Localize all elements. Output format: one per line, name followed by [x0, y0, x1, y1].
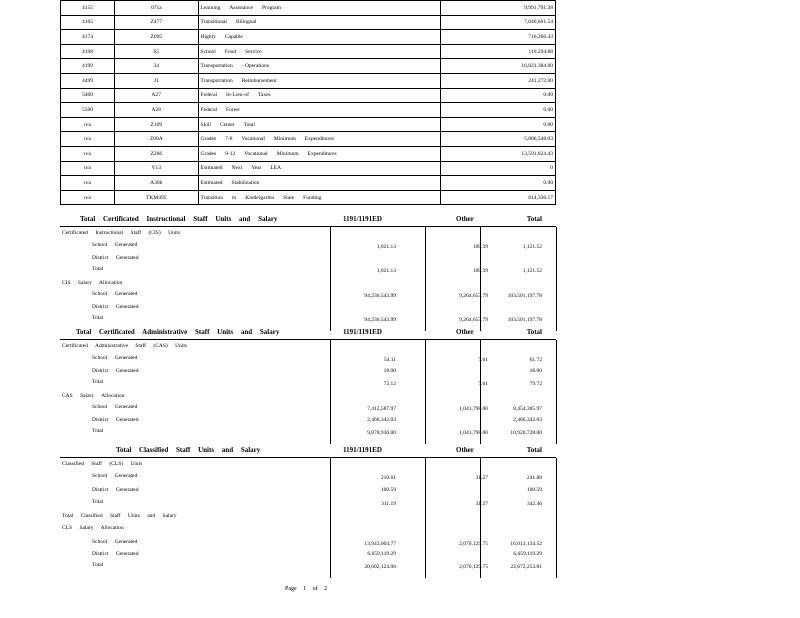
row-label: Total: [92, 562, 104, 568]
row-label: District Generated: [92, 417, 139, 423]
row-label: District Generated: [92, 368, 139, 374]
ref-cell: Z00A: [115, 132, 199, 147]
row-value: 13,943,004.77: [364, 541, 396, 547]
row-value: 2,070,129.75: [459, 541, 488, 547]
section-header: [60, 444, 556, 458]
row-value: 94,236,543.99: [364, 293, 396, 299]
description-word: - Operations: [241, 63, 270, 70]
ref-cell: J1: [115, 73, 199, 88]
amount-cell: 0.00: [440, 88, 555, 103]
description-word: Center: [219, 121, 235, 128]
row-value: 16,013,134.52: [510, 541, 542, 547]
row-value: 31.27: [475, 475, 488, 481]
table-row: [61, 73, 556, 88]
description-word: Expenditures: [307, 150, 337, 157]
description-word: School: [200, 48, 216, 55]
description-word: Transportation: [200, 63, 233, 70]
column-divider: [556, 458, 557, 578]
column-divider: [330, 340, 331, 444]
row-value: 342.46: [526, 501, 542, 507]
row-value: 72.12: [383, 381, 396, 387]
column-header-other: Other: [456, 215, 474, 223]
table-row: [61, 190, 556, 205]
section-body: [60, 458, 556, 578]
row-value: 54.11: [383, 357, 396, 363]
row-value: 8,454,385.97: [513, 406, 542, 412]
description-word: Minimum: [276, 150, 299, 157]
row-value: 100.39: [472, 244, 488, 250]
column-divider: [330, 458, 331, 578]
description-word: Learning: [200, 4, 221, 11]
table-row: [61, 44, 556, 59]
row-label: District Generated: [92, 255, 139, 261]
table-row: [61, 146, 556, 161]
table-row: [61, 132, 556, 147]
row-value: 100.59: [526, 487, 542, 493]
row-value: 1,121.52: [522, 244, 542, 250]
table-row: [61, 30, 556, 45]
row-label: Certificated Administrative Staff (CAS) Units: [62, 343, 188, 349]
description-cell: [198, 88, 440, 103]
description-word: Kindergarten: [245, 194, 275, 201]
description-word: LEA: [270, 165, 282, 172]
description-word: Transition: [200, 194, 223, 201]
description-word: Highly: [200, 33, 216, 40]
description-word: Reimbursement: [241, 77, 277, 84]
code-cell: n/a: [61, 176, 115, 191]
code-cell: n/a: [61, 190, 115, 205]
table-row: [61, 103, 556, 118]
section-body: [60, 340, 556, 444]
amount-cell: 16,821,384.00: [440, 59, 555, 74]
description-word: Vocational: [241, 136, 265, 143]
row-value: 7.61: [478, 381, 488, 387]
row-value: 103,501,197.78: [507, 317, 542, 323]
description-word: Estimated: [200, 179, 223, 186]
description-word: 7-8: [225, 136, 233, 143]
row-label: School Generated: [92, 473, 138, 479]
row-value: 9,878,930.00: [367, 430, 396, 436]
table-row: [61, 1, 556, 16]
description-word: Forest: [226, 106, 240, 113]
description-word: 9-12: [225, 150, 236, 157]
row-label: School Generated: [92, 291, 138, 297]
column-header-other: Other: [456, 328, 474, 336]
row-label: District Generated: [92, 551, 139, 557]
description-cell: [198, 103, 440, 118]
row-value: 6,659,119.29: [513, 551, 542, 557]
row-label: CLS Salary Allocation: [62, 525, 124, 531]
column-divider: [480, 340, 481, 444]
column-divider: [556, 340, 557, 444]
row-value: 1,041,798.00: [459, 406, 488, 412]
description-cell: [198, 176, 440, 191]
description-word: Grades: [200, 150, 217, 157]
ref-cell: Z095: [115, 30, 199, 45]
description-word: State: [283, 194, 295, 201]
table-row: [61, 176, 556, 191]
description-cell: [198, 44, 440, 59]
row-label: Total: [92, 266, 104, 272]
description-word: Program: [261, 4, 281, 11]
code-cell: 4155: [61, 1, 115, 16]
row-value: 103,501,197.78: [507, 293, 542, 299]
row-label: School Generated: [92, 355, 138, 361]
row-label: School Generated: [92, 404, 138, 410]
row-label: CIS Salary Allocation: [62, 280, 123, 286]
page-footer: Page 1 of 2: [285, 586, 328, 592]
description-word: Capable: [224, 33, 243, 40]
row-value: 9,264,653.79: [459, 317, 488, 323]
description-word: Estimated: [200, 165, 223, 172]
amount-cell: 9,991,791.38: [440, 1, 555, 16]
amount-cell: 0: [440, 161, 555, 176]
column-header-1191: 1191/1191ED: [343, 215, 382, 223]
description-cell: [198, 190, 440, 205]
section-body: [60, 227, 556, 331]
description-word: Next: [231, 165, 243, 172]
description-cell: [198, 146, 440, 161]
row-label: District Generated: [92, 487, 139, 493]
code-cell: n/a: [61, 161, 115, 176]
amount-cell: 7,640,601.54: [440, 15, 555, 30]
description-word: Grades: [200, 136, 217, 143]
ref-cell: V13: [115, 161, 199, 176]
row-label: District Generated: [92, 304, 139, 310]
column-header-total: Total: [526, 328, 542, 336]
table-row: [61, 161, 556, 176]
description-cell: [198, 1, 440, 16]
column-divider: [480, 227, 481, 331]
amount-cell: 814,336.17: [440, 190, 555, 205]
code-cell: 5500: [61, 103, 115, 118]
ref-cell: Z266: [115, 146, 199, 161]
row-value: 1,021.13: [376, 244, 396, 250]
description-word: Expenditures: [304, 136, 334, 143]
description-word: Year: [251, 165, 262, 172]
description-cell: [198, 73, 440, 88]
description-word: Total: [243, 121, 255, 128]
amount-cell: 13,591,824.43: [440, 146, 555, 161]
amount-cell: 5,806,548.03: [440, 132, 555, 147]
description-word: Taxes: [257, 92, 271, 99]
row-value: 18.00: [383, 368, 396, 374]
description-cell: [198, 132, 440, 147]
description-word: Vocational: [244, 150, 268, 157]
description-word: Transportation: [200, 77, 233, 84]
row-label: Certificated Instructional Staff (CIS) Units: [62, 230, 180, 236]
amount-cell: 716,266.43: [440, 30, 555, 45]
ref-cell: Z109: [115, 117, 199, 132]
description-word: Transitional: [200, 19, 227, 26]
description-word: to: [231, 194, 237, 201]
ref-cell: A27: [115, 88, 199, 103]
table-row: [61, 88, 556, 103]
row-value: 7.61: [478, 357, 488, 363]
row-label: School Generated: [92, 242, 138, 248]
row-value: 9,264,653.79: [459, 293, 488, 299]
ref-cell: A28: [115, 103, 199, 118]
ref-cell: 34: [115, 59, 199, 74]
row-value: 10,920,728.00: [510, 430, 542, 436]
row-value: 20,602,124.06: [364, 564, 396, 570]
code-cell: n/a: [61, 146, 115, 161]
row-value: 2,466,342.03: [513, 417, 542, 423]
column-divider: [425, 458, 426, 578]
section-title: Total Classified Staff Units and Salary: [116, 446, 261, 454]
revenue-table: [60, 0, 556, 205]
description-word: Minimum: [273, 136, 296, 143]
code-cell: n/a: [61, 117, 115, 132]
column-header-other: Other: [456, 446, 474, 454]
column-divider: [556, 227, 557, 331]
row-value: 210.61: [380, 475, 396, 481]
row-label: Total: [92, 315, 104, 321]
description-word: Bilingual: [235, 19, 257, 26]
ref-cell: A30h: [115, 176, 199, 191]
section-header: [60, 213, 556, 227]
code-cell: 4199: [61, 59, 115, 74]
row-value: 311.19: [381, 501, 396, 507]
table-row: [61, 15, 556, 30]
description-cell: [198, 15, 440, 30]
ref-cell: Z477: [115, 15, 199, 30]
description-word: In-Lieu-of: [226, 92, 249, 99]
row-value: 18.00: [529, 368, 542, 374]
column-header-total: Total: [526, 446, 542, 454]
column-divider: [330, 227, 331, 331]
row-label: Total: [92, 379, 104, 385]
row-value: 1,021.13: [376, 268, 396, 274]
code-cell: 4198: [61, 44, 115, 59]
description-word: Service: [245, 48, 262, 55]
row-value: 22,672,253.81: [510, 564, 542, 570]
column-divider: [425, 340, 426, 444]
section-header: [60, 326, 556, 340]
row-value: 7,412,587.97: [367, 406, 396, 412]
section-title: Total Certificated Administrative Staff Units and Salary: [76, 328, 280, 336]
code-cell: 4174: [61, 30, 115, 45]
row-value: 31.27: [475, 501, 488, 507]
row-value: 2,466,342.03: [367, 417, 396, 423]
amount-cell: 0.00: [440, 176, 555, 191]
column-header-1191: 1191/1191ED: [343, 328, 382, 336]
description-word: Skill: [200, 121, 211, 128]
row-value: 2,070,129.75: [459, 564, 488, 570]
section-1: [60, 213, 556, 331]
column-header-total: Total: [526, 215, 542, 223]
description-word: Federal: [200, 92, 218, 99]
row-value: 100.59: [380, 487, 396, 493]
row-label: School Generated: [92, 539, 138, 545]
row-value: 61.72: [529, 357, 542, 363]
code-cell: 5400: [61, 88, 115, 103]
description-cell: [198, 117, 440, 132]
description-word: Funding: [303, 194, 322, 201]
description-word: Assistance: [229, 4, 253, 11]
amount-cell: 0.00: [440, 103, 555, 118]
row-label: CAS Salary Allocation: [62, 393, 125, 399]
description-cell: [198, 161, 440, 176]
ref-cell: 071a: [115, 1, 199, 16]
row-label: Total: [92, 499, 104, 505]
section-2: [60, 326, 556, 444]
description-cell: [198, 30, 440, 45]
column-divider: [425, 227, 426, 331]
ref-cell: TKM495: [115, 190, 199, 205]
ref-cell: S5: [115, 44, 199, 59]
row-value: 100.39: [472, 268, 488, 274]
row-value: 241.88: [526, 475, 542, 481]
row-value: 1,121.52: [522, 268, 542, 274]
row-value: 6,659,119.29: [367, 551, 396, 557]
row-value: 1,041,798.00: [459, 430, 488, 436]
description-word: Federal: [200, 106, 218, 113]
column-header-1191: 1191/1191ED: [343, 446, 382, 454]
description-word: Food: [224, 48, 237, 55]
section-3: [60, 444, 556, 578]
row-label: Total Classified Staff Units and Salary: [62, 513, 177, 519]
table-row: [61, 117, 556, 132]
code-cell: 4165: [61, 15, 115, 30]
amount-cell: 110,204.88: [440, 44, 555, 59]
description-word: Stabilization: [231, 179, 260, 186]
amount-cell: 0.00: [440, 117, 555, 132]
code-cell: 4499: [61, 73, 115, 88]
table-row: [61, 59, 556, 74]
description-cell: [198, 59, 440, 74]
code-cell: n/a: [61, 132, 115, 147]
row-value: 79.72: [529, 381, 542, 387]
row-label: Classified Staff (CLS) Units: [62, 461, 143, 467]
amount-cell: 241,272.00: [440, 73, 555, 88]
row-label: Total: [92, 428, 104, 434]
section-title: Total Certificated Instructional Staff Units and Salary: [80, 215, 278, 223]
row-value: 94,236,543.99: [364, 317, 396, 323]
